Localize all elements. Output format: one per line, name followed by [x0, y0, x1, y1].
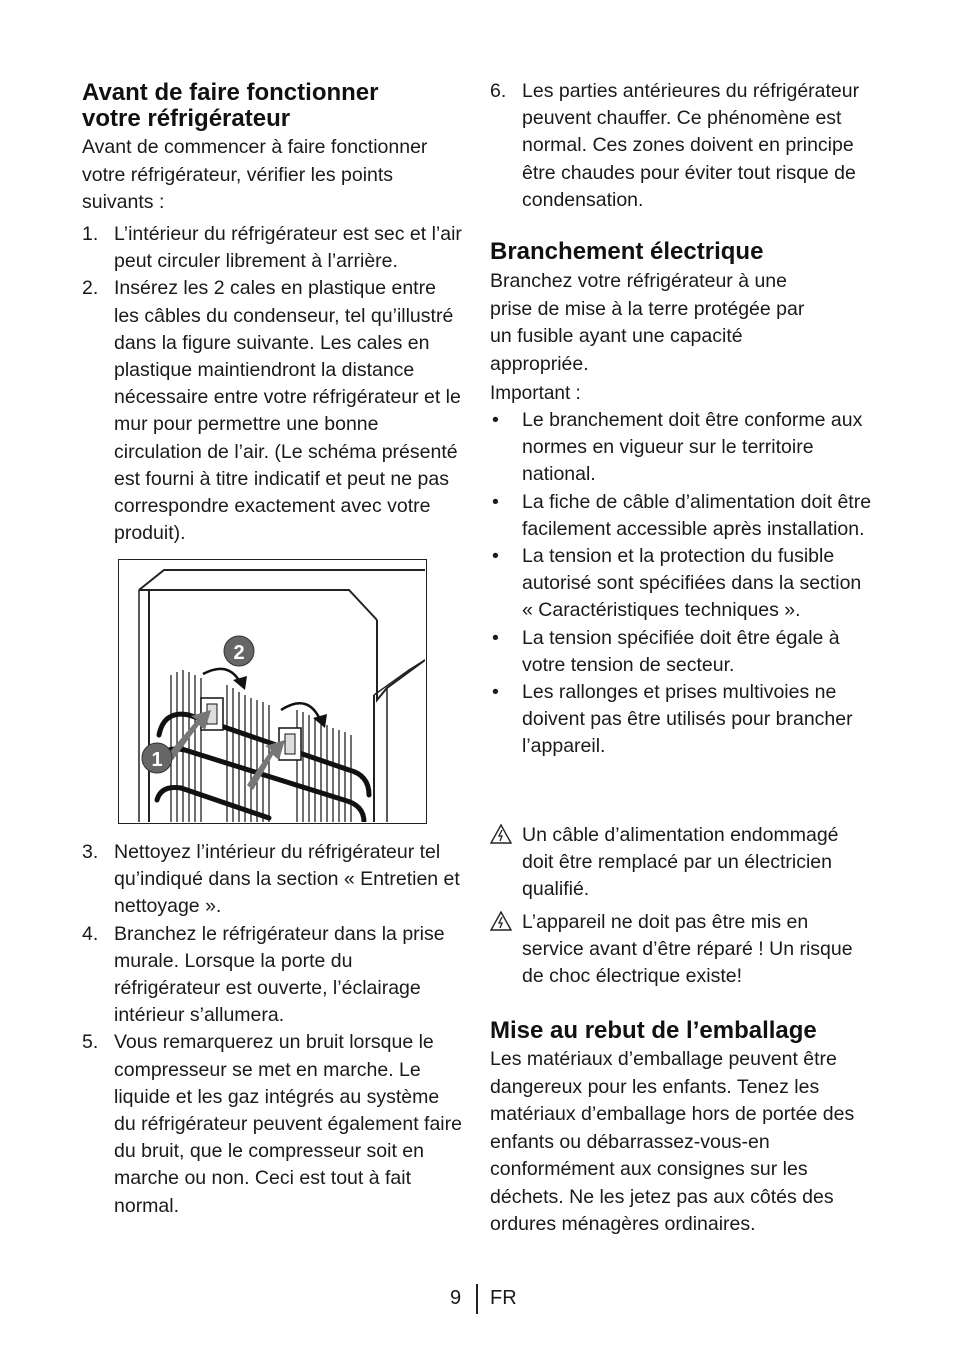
list-number: 2. [82, 277, 99, 300]
list-item [490, 625, 875, 679]
page-footer [0, 1284, 954, 1314]
packaging-disposal-text: Les matériaux d’emballage peuvent être dangereux pour les enfants. Tenez les matériaux d’emballage hors de portée des enfants ou débarrassez-vous-en conformément aux consignes sur les déchets. Ne les jetez pas aux côtés des ordures ménagères ordinaires. [490, 1048, 855, 1235]
section-heading-electrical: Branchement électrique [490, 238, 764, 265]
bullet: • [492, 626, 499, 649]
list-item [490, 407, 875, 489]
list-text: La fiche de câble d’alimentation doit être facilement accessible après installation. [522, 490, 872, 540]
section-heading-packaging-disposal: Mise au rebut de l’emballage [490, 1017, 817, 1044]
bullet: • [492, 681, 499, 704]
warning-text: L’appareil ne doit pas être mis en service avant d’être réparé ! Un risque de choc électrique existe! [522, 911, 853, 988]
electrical-bullets [490, 407, 875, 761]
list-text: Insérez les 2 cales en plastique entre les câbles du condenseur, tel qu’illustré dans la figure suivante. Les cales en plastique maintiendront la distance nécessaire entre votre réfrigérateur et le mur pour permettre une bonne circulation de l’air. (Le schéma présenté est fourni à titre indicatif et peut ne pas correspondre exactement avec votre produit). [114, 277, 461, 545]
list-text: La tension spécifiée doit être égale à votre tension de secteur. [522, 626, 840, 676]
before-use-list-top [82, 221, 462, 547]
language-code: FR [490, 1287, 517, 1309]
section-heading-before-use: Avant de faire fonctionner votre réfrigérateur [82, 79, 379, 132]
warning-note [490, 909, 875, 991]
list-item [490, 543, 875, 625]
fridge-back-illustration [119, 560, 425, 822]
badge-number: 1 [151, 749, 163, 771]
bullet: • [492, 409, 499, 431]
list-item [82, 1029, 462, 1219]
list-item [490, 78, 875, 214]
list-text: Branchez le réfrigérateur dans la prise murale. Lorsque la porte du réfrigérateur est ouverte, l’éclairage intérieur s’allumera. [114, 922, 445, 1027]
list-item [490, 679, 875, 761]
list-text: Nettoyez l’intérieur du réfrigérateur tel qu’indiqué dans la section « Entretien et nettoyage ». [114, 841, 460, 918]
important-label: Important : [490, 383, 581, 404]
list-item [82, 221, 462, 275]
before-use-list-continued [490, 78, 875, 214]
electrical-intro: Branchez votre réfrigérateur à une prise de mise à la terre protégée par un fusible ayant une capacité appropriée. [490, 270, 805, 375]
list-text: Le branchement doit être conforme aux normes en vigueur sur le territoire national. [522, 409, 863, 486]
warning-text: Un câble d’alimentation endommagé doit être remplacé par un électricien qualifié. [522, 824, 839, 901]
page-number: 9 [450, 1287, 462, 1309]
list-number: 5. [82, 1031, 99, 1054]
list-number: 3. [82, 841, 99, 863]
bullet: • [492, 545, 499, 568]
list-number: 1. [82, 223, 99, 245]
badge-number: 2 [233, 642, 245, 664]
list-item [490, 489, 875, 543]
step-badge-2 [224, 636, 254, 666]
before-use-list-bottom [82, 839, 462, 1220]
list-text: Les parties antérieures du réfrigérateur peuvent chauffer. Ce phénomène est normal. Ces zones doivent en principe être chaudes pour éviter tout risque de condensation. [522, 80, 860, 211]
list-item [82, 839, 462, 921]
list-text: L’intérieur du réfrigérateur est sec et l’air peut circuler librement à l’arrière. [114, 223, 462, 273]
list-number: 4. [82, 922, 99, 945]
warning-triangle-icon [490, 911, 512, 931]
footer-divider [476, 1284, 478, 1314]
list-item [82, 921, 462, 1030]
list-text: Les rallonges et prises multivoies ne doivent pas être utilisés pour brancher l’appareil. [522, 681, 853, 758]
bullet: • [492, 490, 499, 513]
list-item [82, 275, 462, 547]
before-use-intro: Avant de commencer à faire fonctionner votre réfrigérateur, vérifier les points suivants : [82, 136, 428, 213]
list-text: Vous remarquerez un bruit lorsque le compresseur se met en marche. Le liquide et les gaz intégrés au système du réfrigérateur peuvent également faire du bruit, que le compresseur soit en marche ou non. Ceci est tout à fait normal. [114, 1031, 462, 1217]
warning-triangle-icon [490, 824, 512, 844]
list-text: La tension et la protection du fusible autorisé sont spécifiées dans la section « Caractéristiques techniques ». [522, 545, 862, 622]
condenser-spacer-figure [118, 559, 427, 824]
list-number: 6. [490, 80, 507, 102]
step-badge-1 [142, 743, 172, 773]
warning-note [490, 822, 875, 904]
